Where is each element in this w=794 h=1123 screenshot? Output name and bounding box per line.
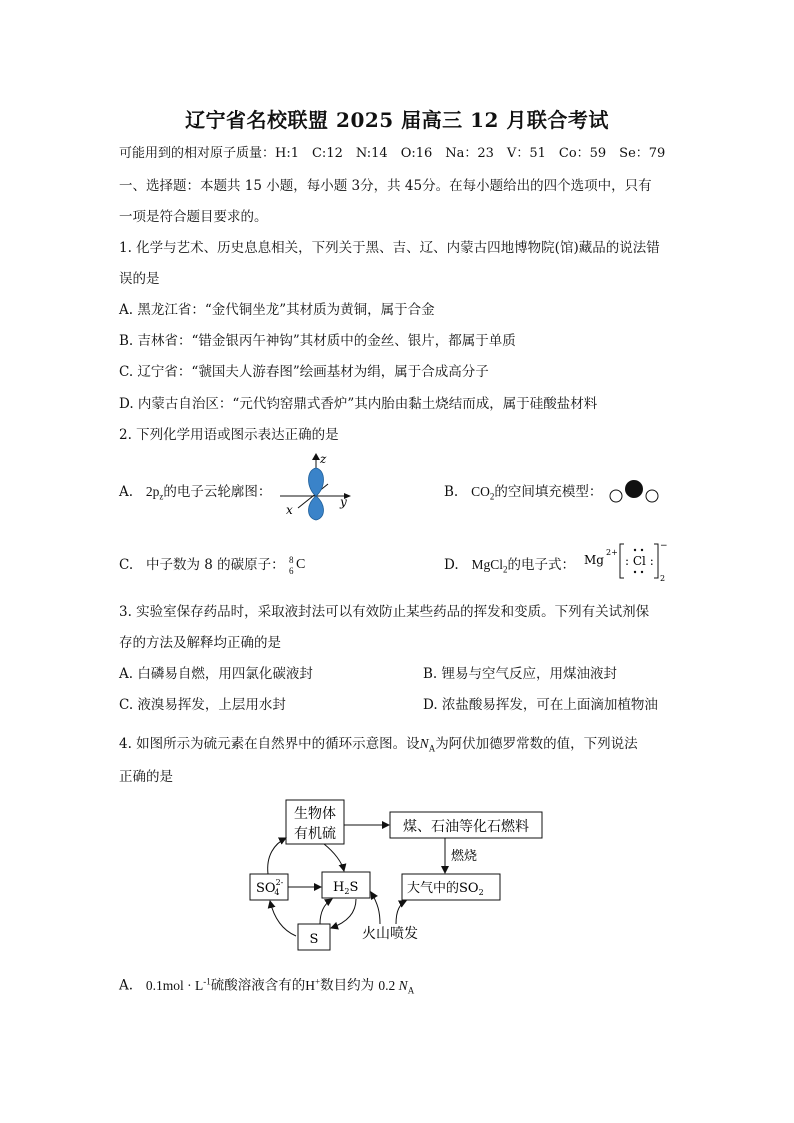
cl-ion-symbol: : Cl :	[625, 554, 654, 568]
q4-na-symbol: N	[419, 736, 429, 751]
cl-ion-charge: −	[660, 541, 668, 551]
q3-stem-line2: 存的方法及解释均正确的是	[119, 635, 281, 651]
orbital-upper-lobe	[309, 468, 324, 496]
section-heading-line1: 一、选择题：本题共 15 小题，每小题 3分，共 45分。在每小题给出的四个选项中，只有	[119, 178, 652, 194]
q2-b-formula-main: CO	[471, 484, 490, 499]
bio-to-h2s-arrow	[324, 844, 344, 871]
atmospheric-so2-main: 大气中的SO	[407, 881, 479, 896]
isotope-atomic-number: 6	[288, 566, 294, 576]
q4-a-value	[378, 977, 415, 996]
sulfur-cycle-diagram	[238, 796, 558, 956]
electron-dot	[634, 549, 636, 551]
sulfate-sub: 4	[274, 888, 280, 897]
left-bracket	[620, 544, 624, 578]
q2-c-label: C.	[119, 557, 134, 573]
q2-d-formula	[471, 557, 508, 575]
q1-stem-line2: 误的是	[119, 271, 160, 287]
q4-a-value-num: 0.2	[378, 977, 396, 993]
carbon-isotope-symbol	[289, 555, 311, 575]
burn-label: 燃烧	[451, 849, 478, 864]
q4-na-sub: A	[428, 743, 436, 754]
q4-a-label: A.	[119, 977, 134, 994]
s-to-sulfate-arrow	[270, 901, 296, 936]
bio-box-line1: 生物体	[294, 806, 336, 822]
q3-option-d: D. 浓盐酸易挥发，可在上面滴加植物油	[423, 697, 658, 713]
h2s-to-s-arrow	[331, 899, 356, 928]
oxygen-right-atom	[646, 490, 658, 502]
q4-a-text1: 硫酸溶液含有的	[210, 977, 306, 994]
q1-option-c: C. 辽宁省：“虢国夫人游春图”绘画基材为绢，属于合成高分子	[119, 364, 489, 380]
orbital-lower-lobe	[309, 496, 324, 520]
q4-a-na: N	[398, 977, 408, 993]
q2-option-a	[119, 482, 271, 507]
q3-stem-line1: 3. 实验室保存药品时，采取液封法可以有效防止某些药品的挥发和变质。下列有关试剂保	[119, 604, 650, 620]
q2-c-text: 中子数为 8 的碳原子：	[146, 557, 285, 573]
q4-stem-part2: 为阿伏加德罗常数的值，下列说法	[435, 736, 638, 752]
q2-d-formula-sub: 2	[503, 564, 508, 575]
sulfur-label: S	[309, 932, 319, 947]
q3-option-b: B. 锂易与空气反应，用煤油液封	[423, 666, 618, 682]
mg-ion-symbol: Mg	[584, 553, 604, 567]
q1-option-d: D. 内蒙古自治区：“元代钧窑鼎式香炉”其内胎由黏土烧结而成，属于硅酸盐材料	[119, 396, 598, 412]
sulfate-to-bio-arrow	[268, 838, 286, 874]
q2-d-text: 的电子式：	[507, 557, 576, 573]
q1-option-b: B. 吉林省：“错金银丙午神钩”其材质中的金丝、银片，都属于单质	[119, 333, 516, 349]
q3-option-c: C. 液溴易挥发，上层用水封	[119, 697, 286, 713]
q4-stem-line1	[119, 734, 638, 759]
q4-a-na-sub: A	[407, 985, 415, 996]
q2-b-formula-sub: 2	[489, 491, 495, 502]
q2-b-label: B.	[444, 484, 459, 500]
q4-a-ion-sup: +	[315, 976, 321, 986]
volcano-label: 火山喷发	[362, 926, 418, 942]
q4-a-text2: 数目约为	[320, 977, 375, 994]
q2-option-d	[444, 555, 575, 580]
q2-b-formula	[471, 484, 495, 502]
q2-a-formula	[145, 484, 164, 502]
sulfate-charge: 2-	[275, 878, 284, 887]
q2-stem: 2. 下列化学用语或图示表达正确的是	[119, 427, 339, 443]
q2-d-label: D.	[444, 557, 459, 573]
atmospheric-so2-label	[407, 880, 484, 897]
oxygen-left-atom	[610, 490, 622, 502]
right-bracket	[654, 544, 658, 578]
q4-a-ion-main: H	[305, 977, 316, 993]
atmospheric-so2-sub: 2	[478, 888, 484, 897]
cl-ion-count: 2	[660, 574, 666, 583]
x-axis-label: x	[286, 503, 293, 517]
volcano-to-so2-arrow	[396, 901, 406, 924]
h2s-sub: 2	[344, 887, 350, 896]
volcano-to-h2s-arrow	[371, 892, 380, 924]
bio-box-line2: 有机硫	[294, 826, 336, 842]
q4-a-concentration	[146, 978, 211, 993]
fossil-fuel-label: 煤、石油等化石燃料	[403, 819, 529, 835]
electron-dot	[634, 571, 636, 573]
q2-a-label: A.	[119, 484, 134, 500]
q4-a-ion	[305, 978, 320, 993]
q4-a-conc-sup: -1	[203, 976, 211, 986]
q1-option-a: A. 黑龙江省：“金代铜坐龙”其材质为黄铜，属于合金	[119, 302, 435, 318]
q4-stem-line2: 正确的是	[119, 769, 173, 785]
q2-a-formula-main: 2p	[145, 484, 160, 499]
q2-a-formula-sub: z	[159, 491, 164, 502]
page-title: 辽宁省名校联盟 2025 届高三 12 月联合考试	[185, 108, 609, 132]
co2-space-filling-model	[605, 477, 665, 507]
carbon-atom	[625, 480, 643, 498]
h2s-h: H	[333, 880, 345, 895]
q2-option-c	[119, 555, 311, 575]
isotope-element: C	[295, 557, 306, 572]
q4-stem-part1: 4. 如图所示为硫元素在自然界中的循环示意图。设	[119, 736, 420, 752]
q4-a-conc-main: 0.1mol · L	[145, 977, 204, 993]
z-axis-label: z	[320, 452, 327, 466]
q2-b-text: 的空间填充模型：	[494, 484, 603, 500]
q2-a-text: 的电子云轮廓图：	[163, 484, 272, 500]
section-heading-line2: 一项是符合题目要求的。	[119, 209, 268, 225]
electron-dot	[641, 571, 643, 573]
q4-option-a	[119, 971, 414, 1000]
sulfate-main: SO	[256, 881, 276, 896]
mg-ion-charge: 2+	[606, 548, 618, 557]
p-orbital-figure	[276, 452, 356, 522]
q2-d-formula-main: MgCl	[471, 557, 504, 572]
q3-option-a: A. 白磷易自燃，用四氯化碳液封	[119, 666, 313, 682]
s-to-h2s-arrow	[320, 899, 332, 924]
q2-option-b	[444, 482, 602, 507]
y-axis-label: y	[340, 495, 347, 509]
electron-dot	[641, 549, 643, 551]
atomic-masses: 可能用到的相对原子质量：H:1 C:12 N:14 O:16 Na：23 V：51 Co：59 Se：79	[119, 146, 666, 161]
h2s-s: S	[349, 880, 359, 895]
q1-stem-line1: 1. 化学与艺术、历史息息相关，下列关于黑、吉、辽、内蒙古四地博物院(馆)藏品的说法错	[119, 240, 660, 256]
z-arrow-icon	[312, 453, 320, 460]
isotope-mass-number: 8	[288, 555, 294, 565]
mgcl2-electron-formula	[582, 540, 672, 584]
